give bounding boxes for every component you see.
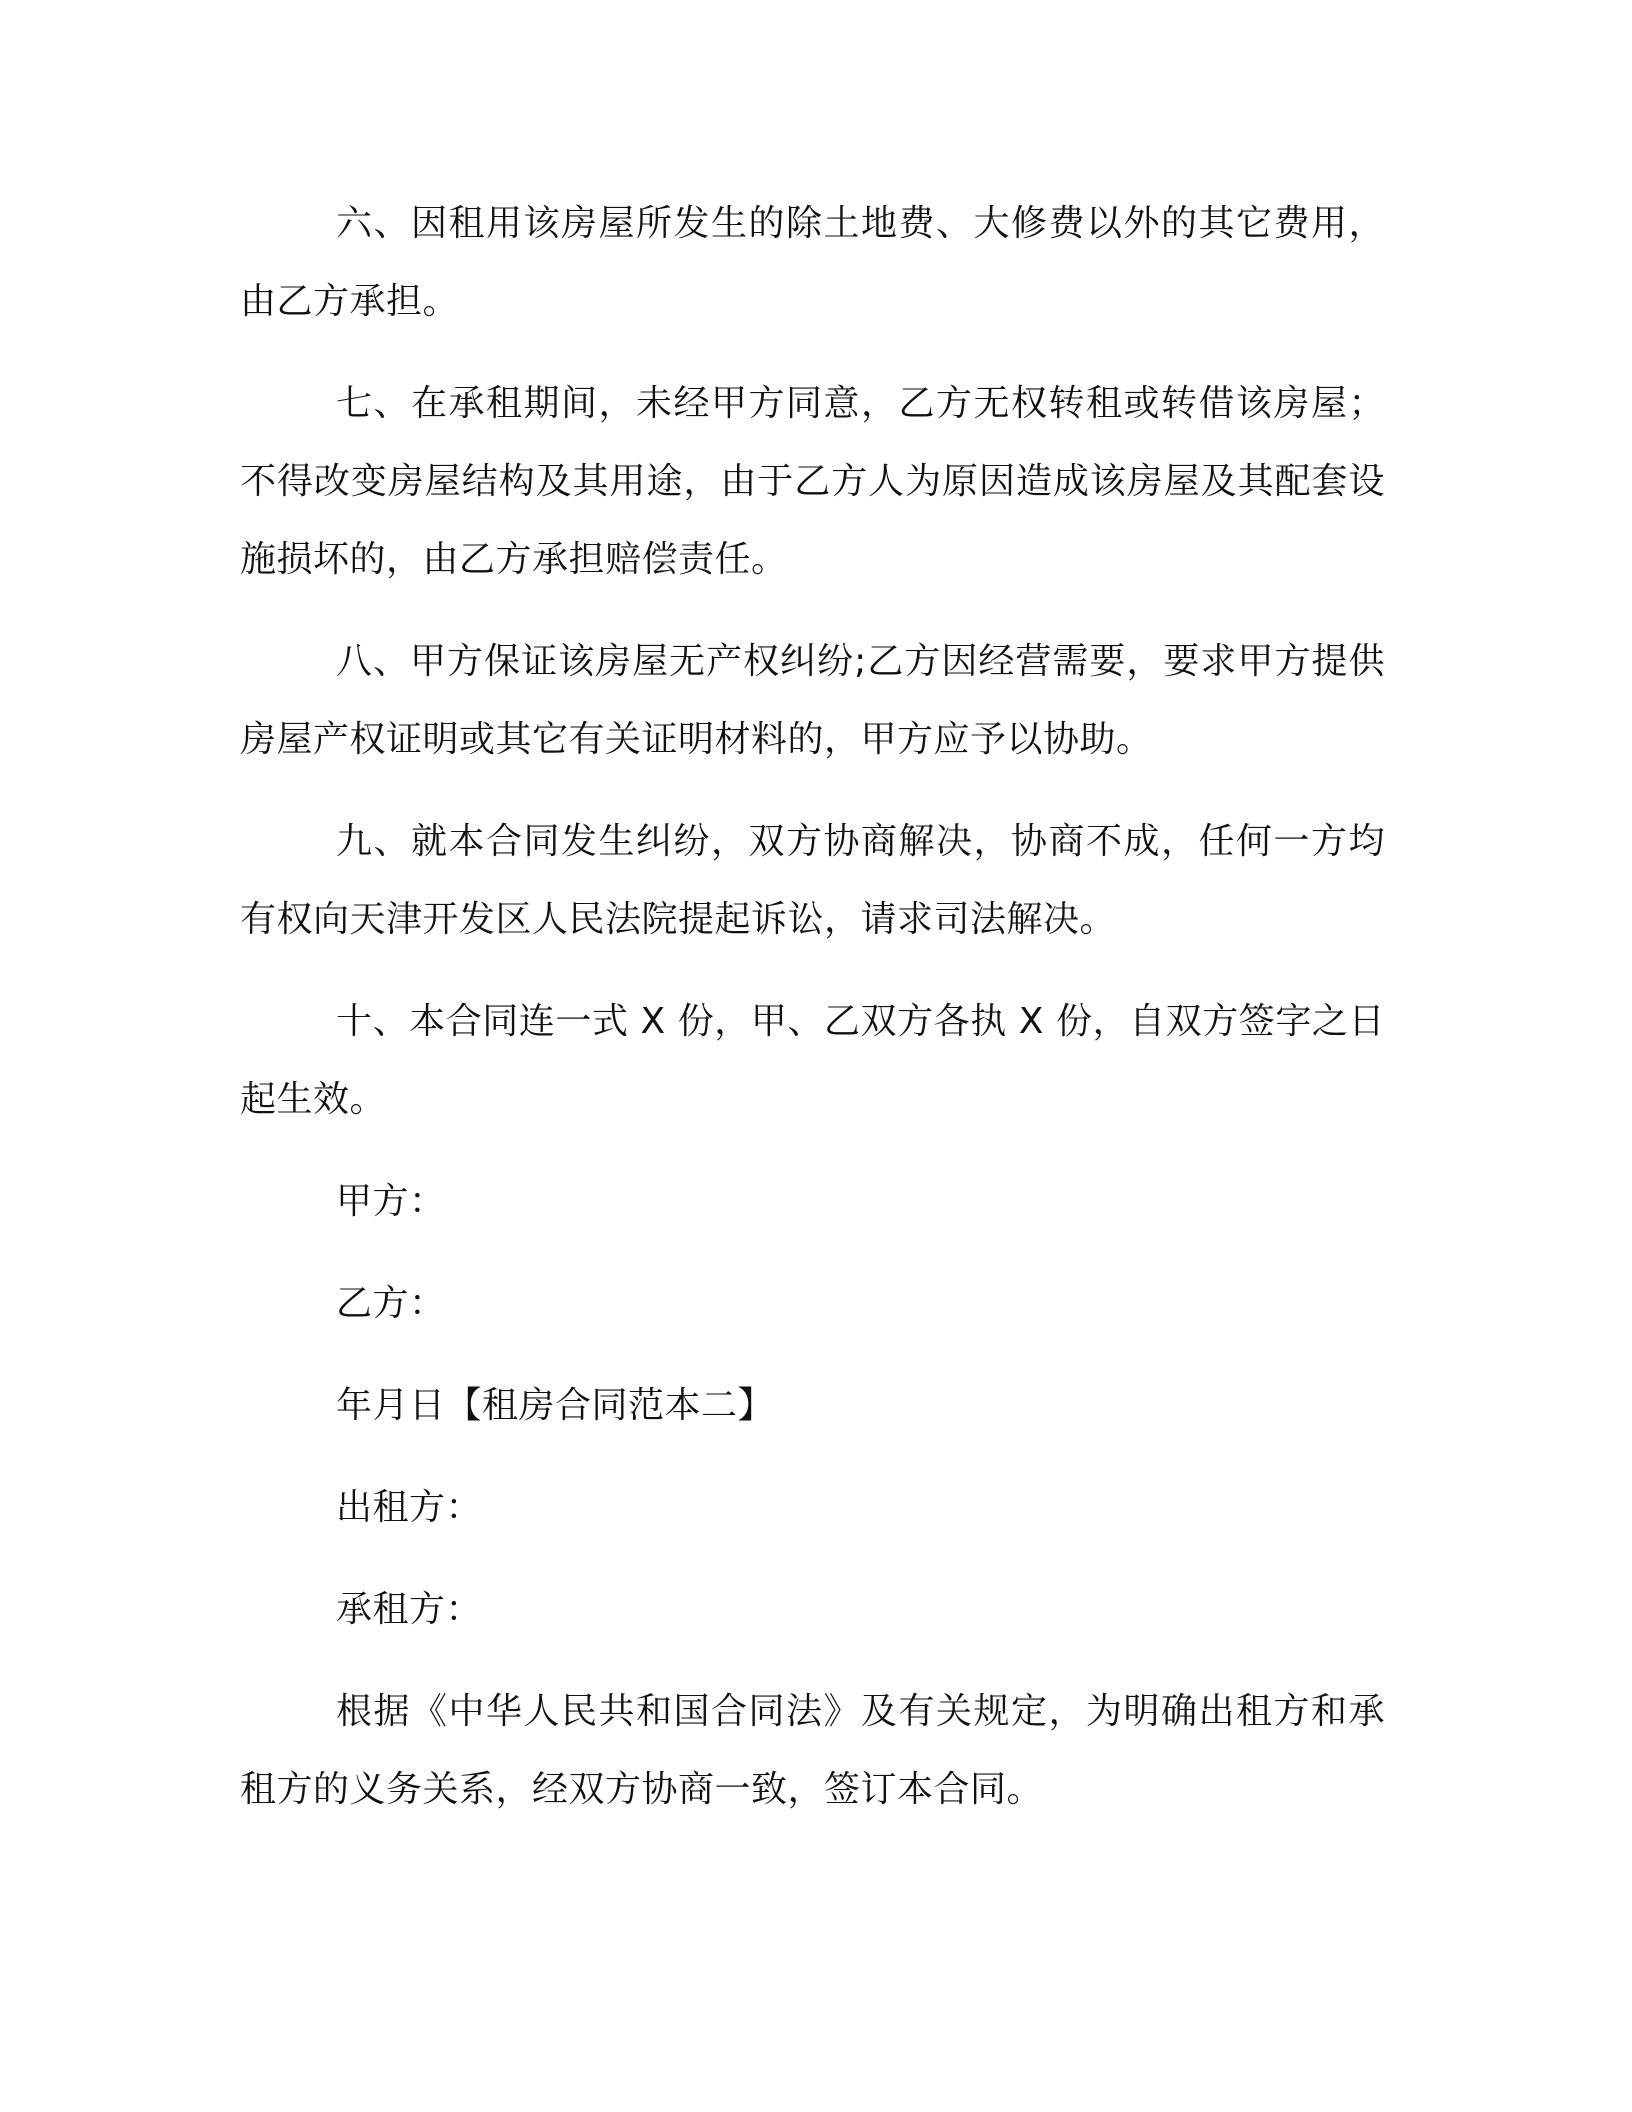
lessor-line: 出租方： — [336, 1487, 483, 1528]
clause-9: 九、就本合同发生纠纷，双方协商解决，协商不成，任何一方均有权向天津开发区人民法院提起诉讼，请求司法解决。 — [240, 821, 1385, 940]
party-b-signature-line: 乙方： — [336, 1283, 446, 1324]
date-and-second-template-title: 年月日【租房合同范本二】 — [336, 1385, 775, 1426]
clause-10: 十、本合同连一式 X 份，甲、乙双方各执 X 份，自双方签字之日起生效。 — [240, 1001, 1385, 1120]
lessee-line: 承租方： — [336, 1589, 483, 1630]
document-body — [240, 185, 1385, 1853]
clause-6: 六、因租用该房屋所发生的除土地费、大修费以外的其它费用，由乙方承担。 — [240, 203, 1385, 322]
party-a-signature-line: 甲方： — [336, 1181, 446, 1222]
clause-8: 八、甲方保证该房屋无产权纠纷;乙方因经营需要，要求甲方提供房屋产权证明或其它有关证明材料的，甲方应予以协助。 — [240, 641, 1385, 760]
clause-7: 七、在承租期间，未经甲方同意，乙方无权转租或转借该房屋；不得改变房屋结构及其用途，由于乙方人为原因造成该房屋及其配套设施损坏的，由乙方承担赔偿责任。 — [240, 383, 1385, 580]
preamble-paragraph: 根据《中华人民共和国合同法》及有关规定，为明确出租方和承租方的义务关系，经双方协商一致，签订本合同。 — [240, 1691, 1385, 1810]
